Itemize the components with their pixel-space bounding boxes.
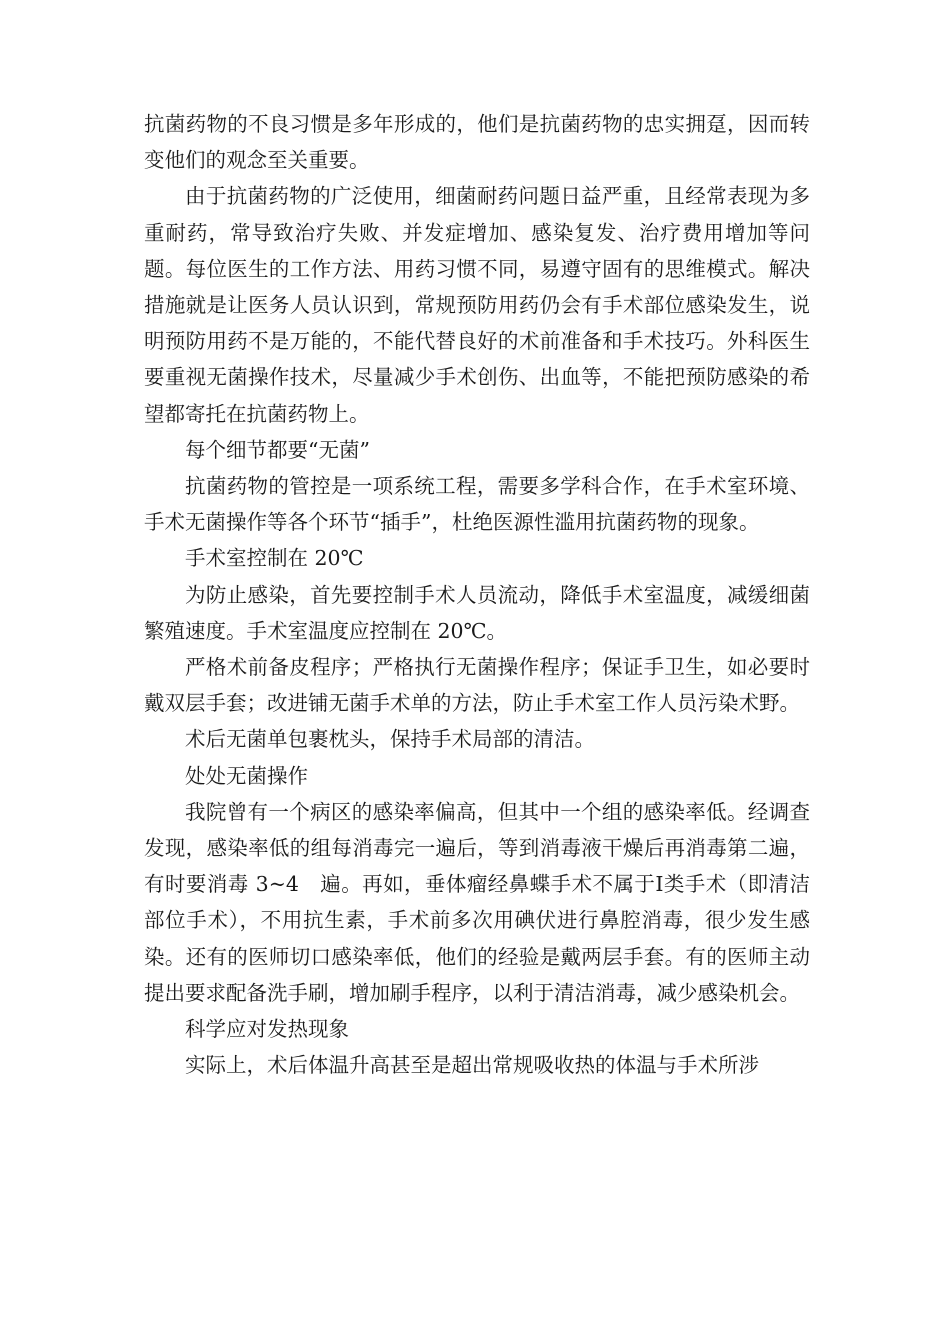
paragraph-1: 抗菌药物的不良习惯是多年形成的，他们是抗菌药物的忠实拥趸，因而转变他们的观念至关重要。 — [144, 112, 810, 173]
paragraph-2: 由于抗菌药物的广泛使用，细菌耐药问题日益严重，且经常表现为多重耐药，常导致治疗失败、并发症增加、感染复发、治疗费用增加等问题。每位医生的工作方法、用药习惯不同，易遵守固有的思维模式。解决措施就是让医务人员认识到，常规预防用药仍会有手术部位感染发生，说明预防用药不是万能的，不能代替良好的术前准备和手术技巧。外科医生要重视无菌操作技术，尽量减少手术创伤、出血等，不能把预防感染的希望都寄托在抗菌药物上。 — [144, 184, 810, 426]
paragraph-7: 我院曾有一个病区的感染率偏高，但其中一个组的感染率低。经调查发现，感染率低的组每消毒完一遍后，等到消毒液干燥后再消毒第二遍，有时要消毒 3~4 遍。再如，垂体瘤经鼻蝶手术不属于Ⅰ类手术（即清洁部位手术），不用抗生素，手术前多次用碘伏进行鼻腔消毒，很少发生感染。还有的医师切口感染率低，他们的经验是戴两层手套。有的医师主动提出要求配备洗手刷，增加刷手程序，以利于清洁消毒，减少感染机会。 — [144, 799, 810, 1005]
paragraph-5: 严格术前备皮程序；严格执行无菌操作程序；保证手卫生，如必要时戴双层手套；改进铺无菌手术单的方法，防止手术室工作人员污染术野。 — [144, 655, 810, 716]
section-heading-sterile-operation: 处处无菌操作 — [185, 763, 308, 788]
paragraph-8: 实际上，术后体温升高甚至是超出常规吸收热的体温与手术所涉 — [185, 1053, 759, 1078]
document-page — [144, 106, 810, 1083]
paragraph-3: 抗菌药物的管控是一项系统工程，需要多学科合作，在手术室环境、手术无菌操作等各个环节“插手”，杜绝医源性滥用抗菌药物的现象。 — [144, 474, 810, 535]
section-heading-operating-room-temp: 手术室控制在 20℃ — [185, 546, 364, 571]
paragraph-6: 术后无菌单包裹枕头，保持手术局部的清洁。 — [185, 727, 595, 752]
section-heading-fever-response: 科学应对发热现象 — [185, 1017, 349, 1042]
paragraph-4: 为防止感染，首先要控制手术人员流动，降低手术室温度，减缓细菌繁殖速度。手术室温度应控制在 20℃。 — [144, 582, 810, 643]
section-heading-sterile-details: 每个细节都要“无菌” — [185, 437, 370, 462]
